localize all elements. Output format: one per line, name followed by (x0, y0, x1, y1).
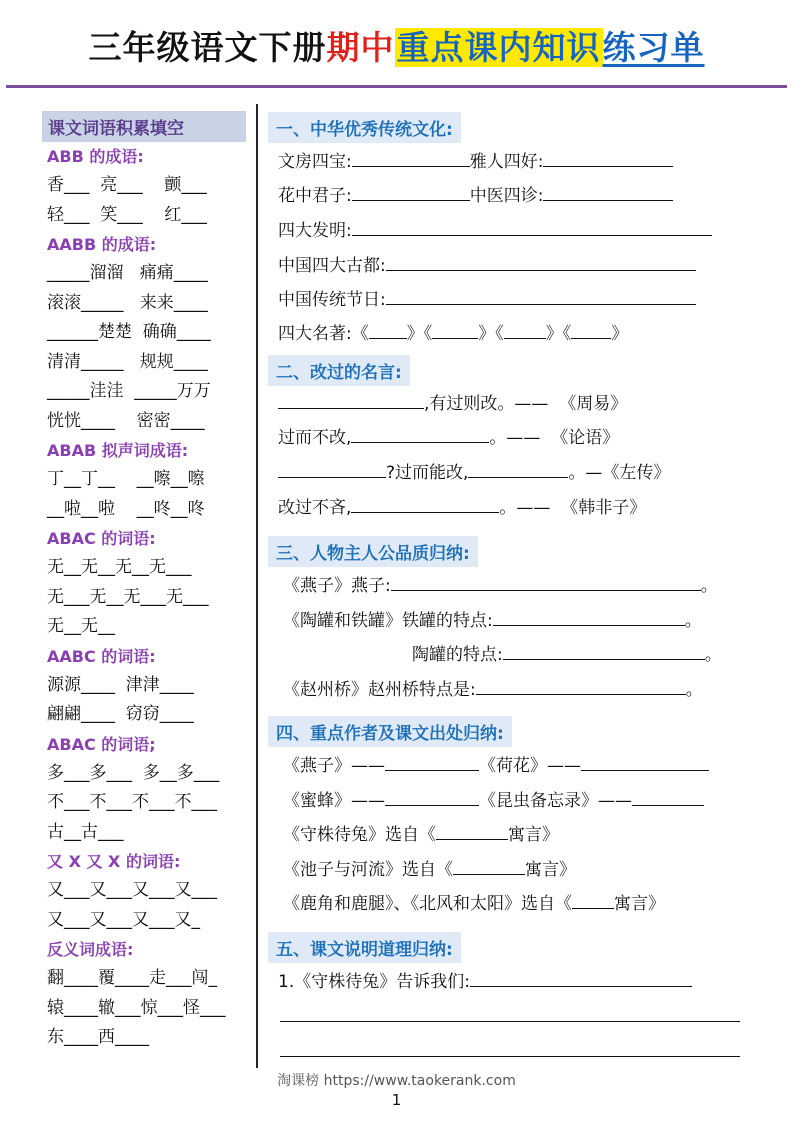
s1-row-2 (278, 184, 673, 207)
period: 。 (684, 611, 702, 631)
section-3-header: 三、人物主人公品质归纳: (268, 536, 478, 567)
label-four-gentlemen: 花中君子: (278, 186, 352, 206)
blank-four-gentlemen[interactable] (352, 184, 470, 201)
blank-quote-2[interactable] (351, 426, 489, 443)
section-5-header: 五、课文说明道理归纳: (268, 932, 461, 963)
blank-four-elegances[interactable] (543, 150, 673, 167)
blank-four-diagnoses[interactable] (543, 184, 673, 201)
fill-in-line[interactable]: 恍恍____ 密密____ (47, 410, 205, 431)
blank-rabbit-source[interactable] (436, 823, 508, 840)
fill-in-line[interactable]: 轻___ 笑___ 红___ (47, 204, 207, 225)
fill-in-line[interactable]: 清清_____ 规规____ (47, 351, 208, 372)
s3-row-4 (283, 678, 703, 701)
blank-iron-pot[interactable] (493, 609, 685, 626)
label-clay-pot: 陶罐的特点: (412, 645, 503, 665)
label-swallow-author: 《燕子》—— (283, 756, 385, 776)
title-part-key-knowledge: 重点课内知识 (396, 28, 601, 67)
quote-lunyu-start: 过而不改, (278, 428, 352, 448)
label-bee-author: 《蜜蜂》—— (283, 791, 385, 811)
blank-quote-3b[interactable] (468, 461, 568, 478)
fill-in-line[interactable]: 古__古___ (47, 821, 124, 842)
fill-in-line[interactable]: 又___又___又___又_ (47, 909, 200, 930)
s1-row-4 (278, 254, 696, 277)
title-part-midterm: 期中 (326, 28, 395, 67)
label-four-diagnoses: 中医四诊: (469, 186, 544, 206)
category-label: AABC 的词语: (47, 646, 156, 666)
label-pond-river-source: 《池子与河流》选自《 (283, 860, 453, 880)
answer-line-3[interactable] (280, 1056, 740, 1057)
fill-in-line[interactable]: 无__无__ (47, 616, 115, 636)
quote-hanfeizi-end: 。—— 《韩非子》 (499, 498, 647, 518)
blank-quote-3a[interactable] (278, 461, 386, 478)
page-number: 1 (391, 1091, 402, 1109)
blank-insect-memo-author[interactable] (632, 789, 704, 806)
period: 。 (700, 576, 718, 596)
blank-zhaozhou-bridge[interactable] (476, 678, 686, 695)
blank-quote-1[interactable] (278, 392, 424, 409)
s4-row-1 (283, 754, 709, 777)
label-rabbit-lesson: 1.《守株待兔》告诉我们: (278, 972, 470, 992)
label-rabbit-source: 《守株待兔》选自《 (283, 825, 436, 845)
period: 。 (704, 645, 722, 665)
quote-zuozhuan-mid: ?过而能改, (386, 463, 469, 483)
fill-in-line[interactable]: 不___不___不___不___ (47, 792, 217, 812)
s1-row-6 (278, 322, 628, 345)
page-title (0, 22, 793, 69)
label-ancient-capitals: 中国四大古都: (278, 256, 386, 276)
title-divider (6, 85, 787, 88)
s3-row-3 (412, 643, 722, 666)
fill-in-line[interactable]: _____洼洼 _____万万 (47, 381, 211, 401)
s5-row-1 (278, 970, 692, 993)
section-4-header: 四、重点作者及课文出处归纳: (268, 716, 512, 747)
blank-swallow[interactable] (391, 574, 701, 591)
period: 。 (685, 680, 703, 700)
fill-in-line[interactable]: __啦__啦 __咚__咚 (47, 498, 205, 519)
quote-zuozhuan-end: 。—《左传》 (568, 463, 671, 483)
blank-classic-3[interactable] (504, 322, 546, 339)
category-label: ABAC 的词语: (47, 529, 156, 548)
fill-in-line[interactable]: _____溜溜 痛痛____ (47, 263, 208, 283)
category-label: ABB 的成语: (47, 147, 144, 166)
fill-in-line[interactable]: 丁__丁__ __嚓__嚓 (47, 469, 205, 489)
left-column (42, 111, 250, 1053)
fable-suffix: 寓言》 (508, 825, 559, 845)
blank-quote-4[interactable] (351, 496, 499, 513)
fable-suffix: 寓言》 (525, 860, 576, 880)
label-zhaozhou-bridge: 《赵州桥》赵州桥特点是: (283, 680, 476, 700)
column-divider (256, 104, 258, 1068)
quote-hanfeizi-start: 改过不吝, (278, 498, 352, 518)
blank-bee-author[interactable] (385, 789, 479, 806)
blank-four-inventions[interactable] (352, 219, 712, 236)
word-groups (42, 142, 250, 1053)
blank-rabbit-lesson[interactable] (470, 970, 692, 987)
s2-row-2 (278, 426, 619, 449)
blank-classic-1[interactable] (369, 322, 407, 339)
bracket-sep: 》《 (478, 324, 504, 344)
fill-in-line[interactable]: 翩翩____ 窃窃____ (47, 704, 194, 724)
label-festivals: 中国传统节日: (278, 290, 386, 310)
label-insect-memo-author: 《昆虫备忘录》—— (479, 791, 632, 811)
fable-suffix: 寓言》 (614, 894, 665, 914)
s4-row-4 (283, 858, 576, 881)
category-label: 反义词成语: (47, 940, 134, 959)
label-four-elegances: 雅人四好: (469, 152, 544, 172)
s3-row-2 (283, 609, 702, 632)
label-four-treasures: 文房四宝: (278, 152, 352, 172)
fill-in-line[interactable]: 多___多___ 多__多___ (47, 762, 220, 783)
category-label: ABAC 的词语; (47, 734, 156, 754)
fill-in-line[interactable]: 无___无__无___无___ (47, 586, 209, 607)
label-lotus-author: 《荷花》—— (479, 756, 581, 776)
fill-in-line[interactable]: 滚滚_____ 来来____ (47, 292, 208, 313)
s4-row-3 (283, 823, 559, 846)
blank-ancient-capitals[interactable] (386, 254, 696, 271)
blank-four-treasures[interactable] (352, 150, 470, 167)
quote-lunyu-end: 。—— 《论语》 (489, 428, 620, 448)
blank-swallow-author[interactable] (385, 754, 479, 771)
bracket-sep: 》 (611, 324, 629, 344)
quote-zhouyi: ,有过则改。—— 《周易》 (424, 394, 628, 414)
fill-in-line[interactable]: 又___又___又___又___ (47, 880, 217, 900)
category-label: ABAB 拟声词成语: (47, 441, 189, 460)
label-deer-wind-source: 《鹿角和鹿腿》、《北风和太阳》选自《 (283, 894, 572, 914)
label-iron-pot: 《陶罐和铁罐》铁罐的特点: (283, 611, 493, 631)
s4-row-2 (283, 789, 704, 812)
s4-row-5 (283, 892, 665, 915)
answer-line-2[interactable] (280, 1021, 740, 1022)
blank-deer-wind-source[interactable] (572, 892, 614, 909)
s1-row-1 (278, 150, 673, 173)
bracket-sep: 》《 (545, 324, 572, 344)
label-swallow: 《燕子》燕子: (283, 576, 391, 596)
left-column-header: 课文词语积累填空 (42, 111, 246, 142)
section-2-header: 二、改过的名言: (268, 355, 410, 386)
category-label: 又 X 又 X 的词语: (47, 852, 181, 871)
footer-source: 淘课榜 https://www.taokerank.com (277, 1073, 516, 1089)
fill-in-line[interactable]: ______楚楚 确确____ (47, 322, 211, 342)
s2-row-3 (278, 461, 670, 484)
label-four-inventions: 四大发明: (278, 221, 352, 241)
s1-row-3 (278, 219, 712, 242)
title-part-worksheet: 练习单 (602, 28, 705, 67)
bracket-sep: 》《 (406, 324, 433, 344)
blank-clay-pot[interactable] (503, 643, 705, 660)
fill-in-line[interactable]: 翻____覆____走___闯_ (47, 968, 217, 988)
label-four-classics: 四大名著:《 (278, 324, 369, 344)
fill-in-line[interactable]: 东____西____ (47, 1027, 149, 1047)
blank-classic-4[interactable] (571, 322, 611, 339)
blank-festivals[interactable] (386, 288, 696, 305)
s2-row-1 (278, 392, 627, 415)
fill-in-line[interactable]: 源源____ 津津____ (47, 674, 194, 695)
s2-row-4 (278, 496, 646, 519)
s3-row-1 (283, 574, 718, 597)
fill-in-line[interactable]: 无__无__无__无___ (47, 557, 192, 577)
blank-lotus-author[interactable] (581, 754, 709, 771)
title-part-grade: 三年级语文下册 (88, 28, 327, 67)
section-1-header: 一、中华优秀传统文化: (268, 112, 461, 143)
fill-in-line[interactable]: 香___ 亮___ 颤___ (47, 175, 207, 195)
blank-pond-river-source[interactable] (453, 858, 525, 875)
category-label: AABB 的成语: (47, 235, 157, 254)
s1-row-5 (278, 288, 696, 311)
blank-classic-2[interactable] (432, 322, 478, 339)
fill-in-line[interactable]: 辕____辙___惊___怪___ (47, 997, 226, 1018)
